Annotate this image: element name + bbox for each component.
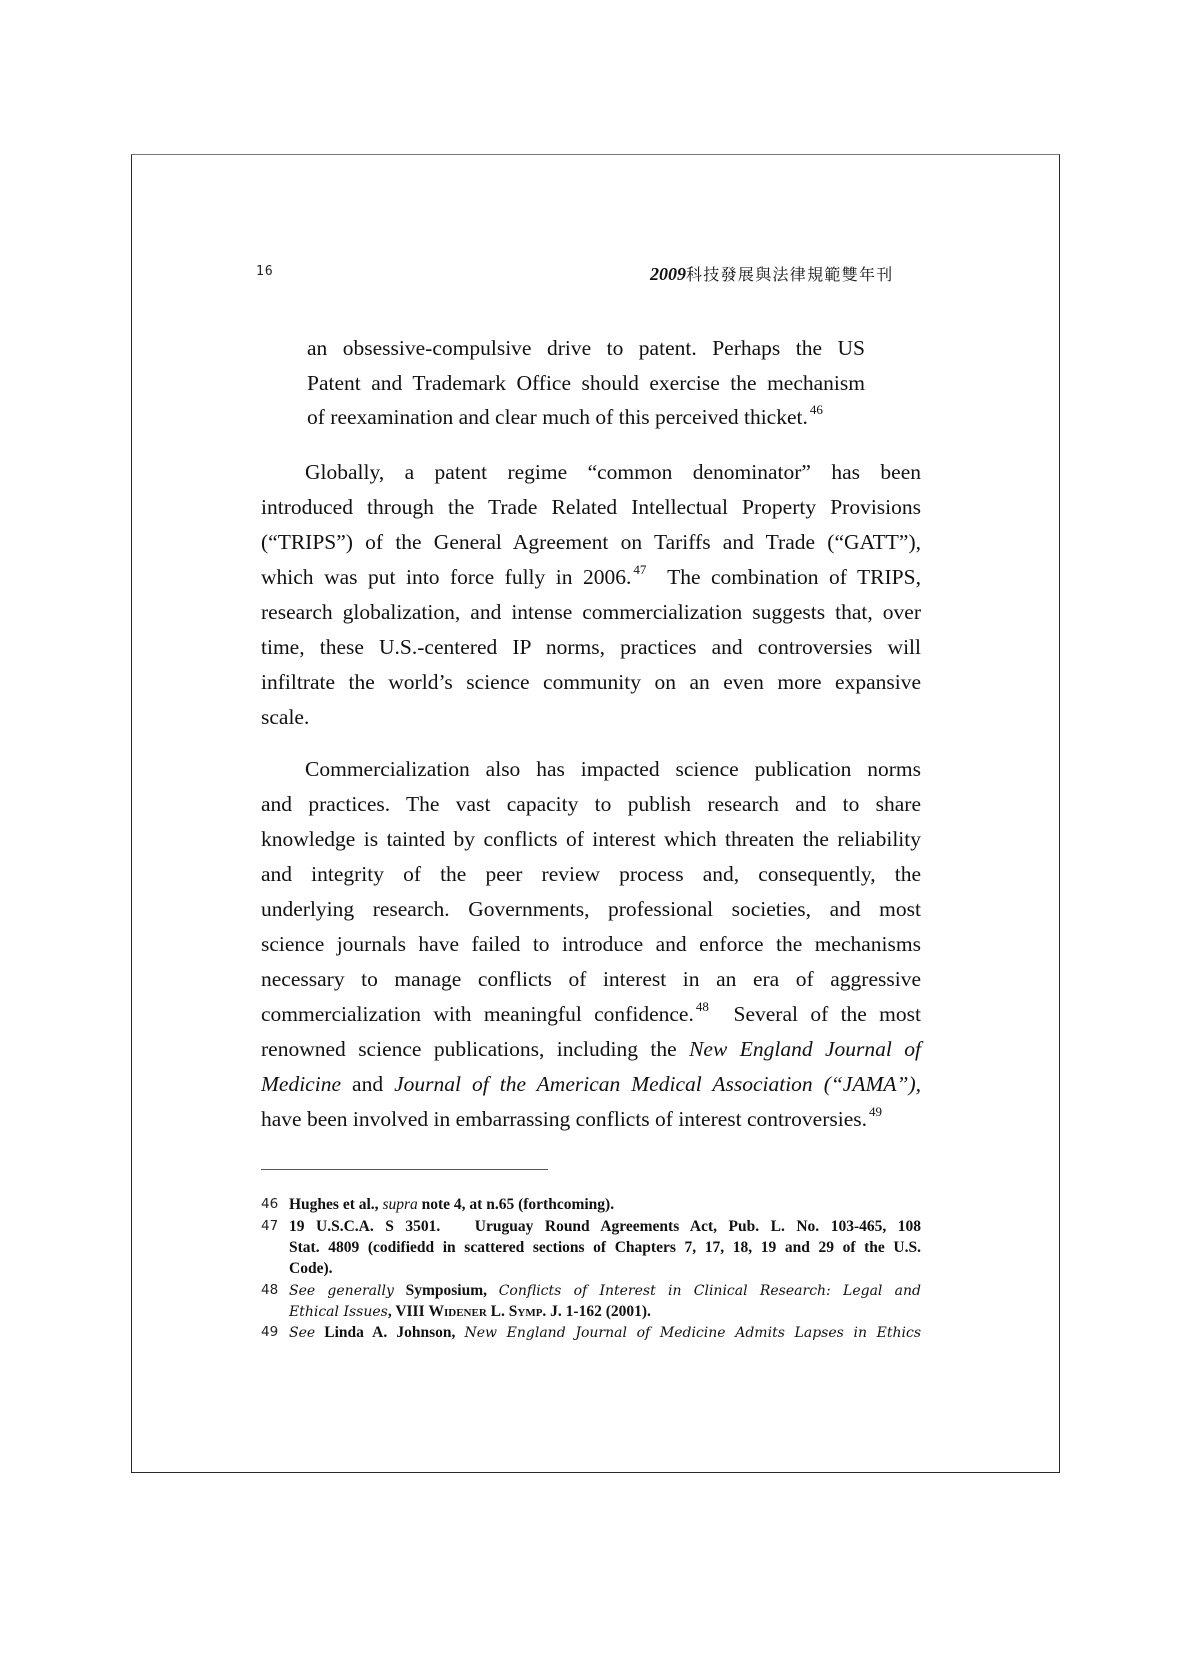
footnote-italic: Conflicts of Interest in Clinical Research: Legal and <box>498 1283 921 1299</box>
journal-title: 科技發展與法律規範雙年刊 <box>686 265 894 284</box>
paragraph-line: Commercialization also has impacted science publication norms <box>305 757 921 781</box>
paragraph-line: infiltrate the world’s science community on an even more expansive <box>261 670 921 694</box>
paragraph-line: introduced through the Trade Related Intellectual Property Provisions <box>261 495 921 519</box>
footnote-separator <box>261 1169 548 1170</box>
paragraph-text: renowned science publications, including the <box>261 1037 677 1061</box>
footnote-ref-49[interactable]: 49 <box>869 1104 882 1119</box>
paragraph-line <box>261 560 921 595</box>
paragraph-text: which was put into force fully in 2006. <box>261 565 632 589</box>
footnote-text: L. <box>490 1303 505 1320</box>
footnote-47-line: Stat. 4809 (codifiedd in scattered sections of Chapters 7, 17, 18, 19 and 29 of the U.S. <box>289 1239 921 1256</box>
block-quote-line: Patent and Trademark Office should exercise the mechanism <box>307 371 865 395</box>
footnote-ref-48[interactable]: 48 <box>695 999 709 1014</box>
footnote-48-line <box>289 1301 921 1323</box>
footnote-italic: Ethical Issues <box>289 1304 388 1320</box>
footnote-ref-46[interactable]: 46 <box>809 402 823 417</box>
footnote-italic: New England Journal of Medicine Admits Lapses in Ethics <box>464 1325 922 1341</box>
footnote-text: J. 1-162 (2001). <box>550 1303 651 1320</box>
footnote-smallcaps: Widener <box>428 1303 487 1320</box>
footnote-47-line: 19 U.S.C.A. S 3501. Uruguay Round Agreements Act, Pub. L. No. 103-465, 108 <box>289 1218 921 1235</box>
paragraph-line <box>261 1067 921 1102</box>
journal-name-nejm: New England Journal of <box>689 1037 922 1061</box>
paragraph-line: scale. <box>261 705 310 729</box>
footnote-48-line <box>289 1280 921 1302</box>
footnote-47-line: Code). <box>289 1260 333 1277</box>
paragraph-line: necessary to manage conflicts of interest in an era of aggressive <box>261 967 921 991</box>
paragraph-line: time, these U.S.-centered IP norms, practices and controversies will <box>261 635 921 659</box>
running-header <box>650 262 912 285</box>
block-quote-line: an obsessive-compulsive drive to patent. Perhaps the US <box>307 336 865 360</box>
journal-name-jama: Journal of the American Medical Association (“JAMA”), <box>394 1072 922 1096</box>
footnote-text: note 4, at n.65 (forthcoming). <box>421 1196 615 1213</box>
paragraph-line: and integrity of the peer review process and, consequently, the <box>261 862 921 886</box>
footnote-number: 49 <box>261 1324 279 1340</box>
journal-year: 2009 <box>650 264 686 284</box>
paragraph-line <box>261 1032 921 1067</box>
footnote-number: 48 <box>261 1282 279 1298</box>
footnote-smallcaps: Symp. <box>508 1303 547 1320</box>
footnote-signal: See <box>289 1325 316 1341</box>
paragraph-line <box>261 1102 921 1137</box>
paragraph-line: Globally, a patent regime “common denominator” has been <box>305 460 921 484</box>
paragraph-line <box>261 997 921 1032</box>
paragraph-text: commercialization with meaningful confidence. <box>261 1002 694 1026</box>
paragraph-line: and practices. The vast capacity to publish research and to share <box>261 792 921 816</box>
block-quote-text: of reexamination and clear much of this perceived thicket. <box>307 405 808 429</box>
footnote-number: 46 <box>261 1196 279 1212</box>
footnote-text: Symposium, <box>405 1282 487 1299</box>
paragraph-line: research globalization, and intense commercialization suggests that, over <box>261 600 921 624</box>
paragraph-text: and <box>352 1072 384 1096</box>
paragraph-line: underlying research. Governments, professional societies, and most <box>261 897 921 921</box>
footnote-46 <box>289 1194 921 1216</box>
paragraph-text: Several of the most <box>733 1002 921 1026</box>
paragraph-line: science journals have failed to introduce and enforce the mechanisms <box>261 932 921 956</box>
footnote-number: 47 <box>261 1218 279 1234</box>
footnote-signal: See generally <box>289 1283 394 1299</box>
page-number: 16 <box>256 264 274 279</box>
footnote-italic: supra <box>382 1196 418 1213</box>
paragraph-line: (“TRIPS”) of the General Agreement on Tariffs and Trade (“GATT”), <box>261 530 921 554</box>
footnote-text: Linda A. Johnson, <box>324 1324 456 1341</box>
paragraph-text: The combination of TRIPS, <box>667 565 921 589</box>
footnote-ref-47[interactable]: 47 <box>633 562 647 577</box>
footnote-text: Hughes et al., <box>289 1196 379 1213</box>
footnote-text: , VIII <box>387 1303 425 1320</box>
block-quote-line <box>307 400 865 435</box>
paragraph-line: knowledge is tainted by conflicts of interest which threaten the reliability <box>261 827 921 851</box>
paragraph-text: have been involved in embarrassing conflicts of interest controversies. <box>261 1107 867 1131</box>
journal-name-nejm-cont: Medicine <box>261 1072 341 1096</box>
footnote-49-line <box>289 1322 921 1344</box>
